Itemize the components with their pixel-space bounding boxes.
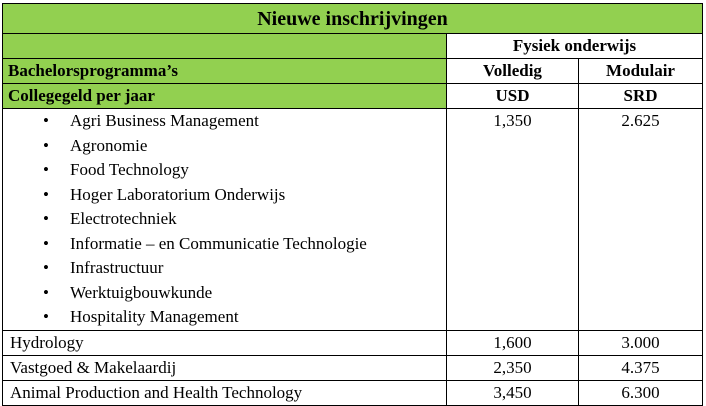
enrollment-table-container xyxy=(2,3,702,406)
program-name: Food Technology xyxy=(70,160,189,179)
list-item xyxy=(3,207,446,232)
table-title: Nieuwe inschrijvingen xyxy=(3,4,703,34)
title-row xyxy=(3,4,703,34)
bullet-icon: • xyxy=(43,160,49,179)
program-name: Agronomie xyxy=(70,135,148,155)
table-row xyxy=(3,355,703,380)
fulltime-fee: 1,600 xyxy=(447,330,579,355)
bullet-icon: • xyxy=(43,307,49,326)
list-item xyxy=(3,305,446,330)
list-item xyxy=(3,232,446,257)
modular-column-header: Modulair xyxy=(579,59,703,84)
fulltime-column-header: Volledig xyxy=(447,59,579,84)
group-programs-row xyxy=(3,109,703,331)
modular-fee: 6.300 xyxy=(579,380,703,405)
program-list xyxy=(3,109,446,330)
program-column-header: Bachelorsprogramma’s xyxy=(3,59,447,84)
table-row xyxy=(3,330,703,355)
bullet-icon: • xyxy=(43,282,49,302)
fee-label: Collegegeld per jaar xyxy=(3,84,447,109)
list-item xyxy=(3,256,446,281)
bullet-icon: • xyxy=(43,111,49,130)
bullet-icon: • xyxy=(43,135,49,155)
empty-header-cell xyxy=(3,34,447,59)
list-item xyxy=(3,109,446,134)
bullet-icon: • xyxy=(43,258,49,277)
program-name: Vastgoed & Makelaardij xyxy=(3,355,447,380)
bullet-icon: • xyxy=(43,209,49,228)
program-name: Electrotechniek xyxy=(70,209,177,228)
program-name: Agri Business Management xyxy=(70,111,259,130)
program-name: Werktuigbouwkunde xyxy=(70,282,213,302)
program-name: Informatie – en Communicatie Technologie xyxy=(70,233,367,253)
program-name: Animal Production and Health Technology xyxy=(3,380,447,405)
list-item xyxy=(3,134,446,159)
list-item xyxy=(3,281,446,306)
program-name: Hospitality Management xyxy=(70,307,239,326)
group-fulltime-fee: 1,350 xyxy=(447,109,579,331)
fulltime-fee: 3,450 xyxy=(447,380,579,405)
list-item xyxy=(3,183,446,208)
bullet-icon: • xyxy=(43,184,49,204)
modular-fee: 3.000 xyxy=(579,330,703,355)
currency-modular: SRD xyxy=(579,84,703,109)
group-header: Fysiek onderwijs xyxy=(447,34,703,59)
fee-header-row xyxy=(3,84,703,109)
list-item xyxy=(3,158,446,183)
enrollment-table xyxy=(2,3,703,406)
column-header-row xyxy=(3,59,703,84)
group-programs-cell xyxy=(3,109,447,331)
modular-fee: 4.375 xyxy=(579,355,703,380)
currency-fulltime: USD xyxy=(447,84,579,109)
bullet-icon: • xyxy=(43,233,49,253)
group-header-row xyxy=(3,34,703,59)
program-name: Hydrology xyxy=(3,330,447,355)
group-modular-fee: 2.625 xyxy=(579,109,703,331)
program-name: Infrastructuur xyxy=(70,258,164,277)
table-row xyxy=(3,380,703,405)
program-name: Hoger Laboratorium Onderwijs xyxy=(70,184,286,204)
fulltime-fee: 2,350 xyxy=(447,355,579,380)
